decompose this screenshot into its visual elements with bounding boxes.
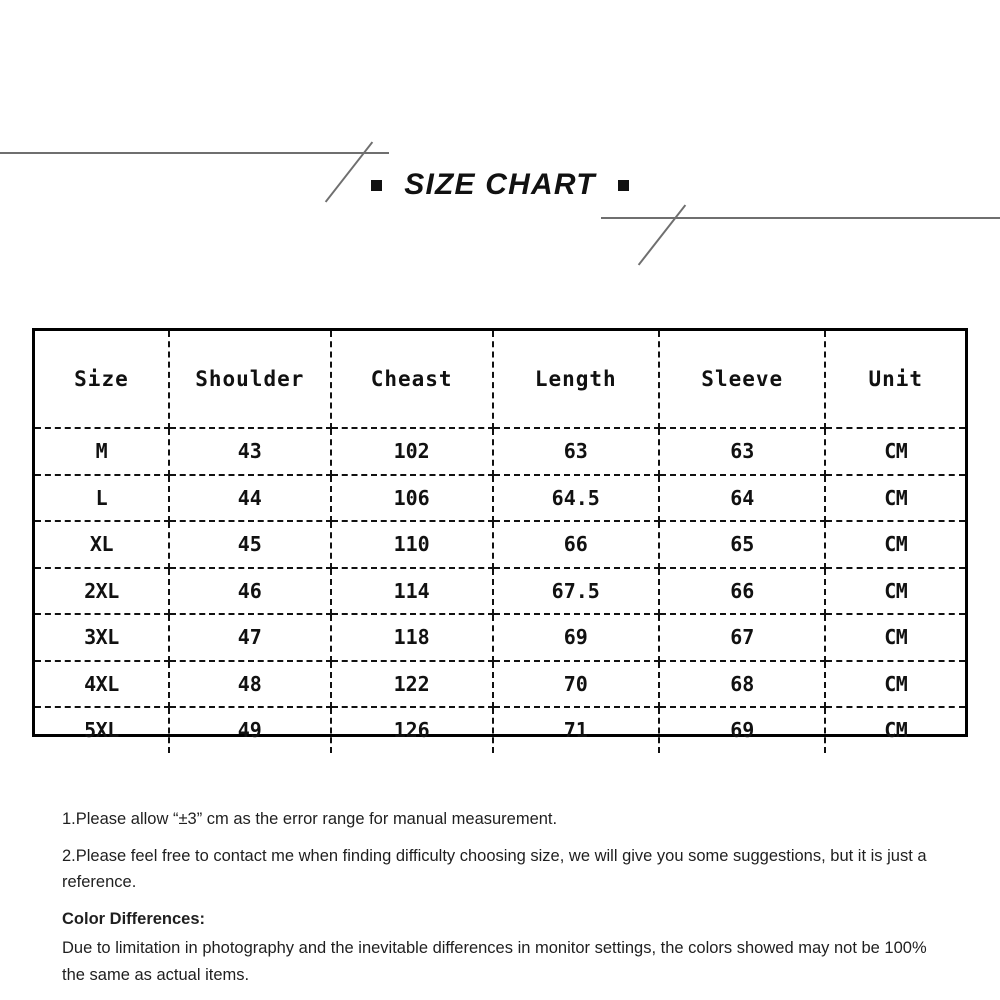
cell-sleeve: 68 [659, 661, 825, 708]
cell-unit: CM [825, 428, 965, 475]
cell-length: 71 [493, 707, 659, 753]
column-header-length: Length [493, 331, 659, 428]
header-decoration [0, 0, 1000, 300]
table-row [35, 614, 965, 661]
column-header-sleeve: Sleeve [659, 331, 825, 428]
cell-unit: CM [825, 568, 965, 615]
cell-cheast: 122 [331, 661, 493, 708]
cell-unit: CM [884, 718, 908, 743]
cell-size: 5XL [35, 707, 169, 753]
table-header-row [35, 331, 965, 428]
note-size-advice: 2.Please feel free to contact me when finding difficulty choosing size, we will give you some suggestions, but it is just a reference. [62, 846, 927, 892]
cell-cheast: 114 [331, 568, 493, 615]
cell-cheast: 126 [331, 707, 493, 753]
table-row [35, 475, 965, 522]
cell-length: 69 [493, 614, 659, 661]
cell-sleeve: 69 [659, 707, 825, 753]
cell-unit: CM [825, 614, 965, 661]
cell-sleeve: 65 [659, 521, 825, 568]
cell-sleeve: 67 [659, 614, 825, 661]
cell-length: 66 [493, 521, 659, 568]
cell-sleeve: 63 [659, 428, 825, 475]
column-header-size: Size [35, 331, 169, 428]
cell-cheast: 118 [331, 614, 493, 661]
table-row [35, 568, 965, 615]
page-title-row [0, 168, 1000, 202]
cell-length: 63 [493, 428, 659, 475]
cell-cheast: 102 [331, 428, 493, 475]
cell-shoulder: 46 [169, 568, 331, 615]
cell-unit: CM [825, 661, 965, 708]
cell-sleeve: 64 [659, 475, 825, 522]
column-header-shoulder: Shoulder [169, 331, 331, 428]
table-row [35, 707, 965, 753]
cell-shoulder: 43 [169, 428, 331, 475]
decorative-slash-right [638, 204, 686, 265]
note-measurement-tolerance: 1.Please allow “±3” cm as the error range for manual measurement. [62, 810, 558, 828]
cell-shoulder: 49 [169, 707, 331, 753]
cell-shoulder: 45 [169, 521, 331, 568]
cell-cheast: 106 [331, 475, 493, 522]
color-differences-body: Due to limitation in photography and the inevitable differences in monitor settings, the colors showed may not be 100% the same as actual items. [62, 938, 927, 984]
cell-shoulder: 44 [169, 475, 331, 522]
cell-size: L [35, 475, 169, 522]
cell-size: 2XL [35, 568, 169, 615]
table-row [35, 428, 965, 475]
cell-length: 67.5 [493, 568, 659, 615]
decorative-rule-right [601, 217, 1000, 219]
table-row [35, 661, 965, 708]
cell-cheast: 110 [331, 521, 493, 568]
cell-size: M [35, 428, 169, 475]
size-chart-table-container [32, 328, 968, 743]
cell-length: 70 [493, 661, 659, 708]
table-row [35, 521, 965, 568]
cell-size: XL [35, 521, 169, 568]
cell-shoulder: 48 [169, 661, 331, 708]
cell-unit: CM [825, 475, 965, 522]
color-differences-heading: Color Differences: [62, 910, 206, 929]
cell-shoulder: 47 [169, 614, 331, 661]
decorative-rule-left [0, 152, 389, 154]
size-chart-table [35, 331, 965, 753]
cell-length: 64.5 [493, 475, 659, 522]
column-header-unit: Unit [825, 331, 965, 428]
square-bullet-icon-left [371, 180, 382, 191]
footnotes [62, 806, 952, 998]
cell-size: 4XL [35, 661, 169, 708]
square-bullet-icon-right [618, 180, 629, 191]
cell-size: 3XL [35, 614, 169, 661]
cell-sleeve: 66 [659, 568, 825, 615]
page-title: SIZE CHART [404, 168, 596, 201]
column-header-cheast: Cheast [331, 331, 493, 428]
cell-unit: CM [825, 521, 965, 568]
